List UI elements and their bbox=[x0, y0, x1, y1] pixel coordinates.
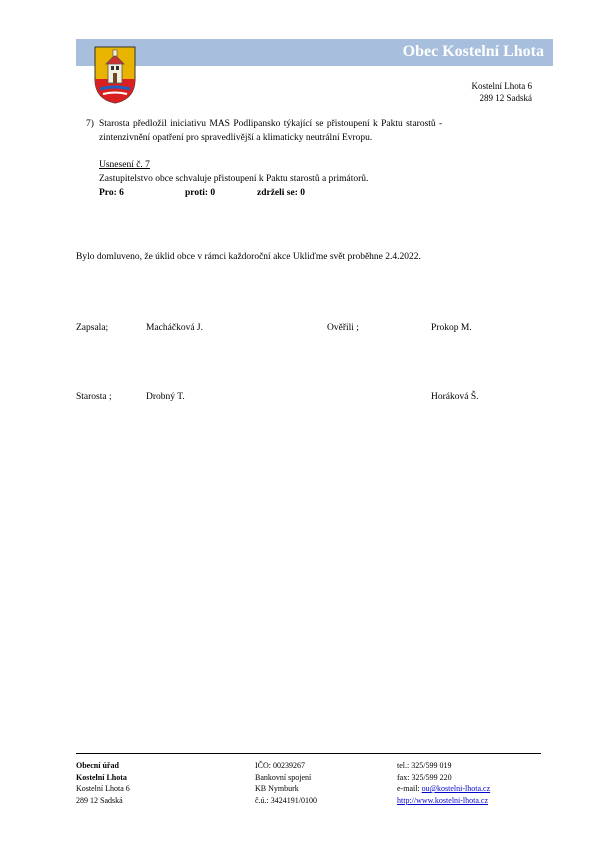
footer-office-line-3: Kostelní Lhota 6 bbox=[76, 784, 130, 793]
footer-web-link[interactable]: http://www.kostelni-lhota.cz bbox=[397, 795, 489, 805]
footer-contact bbox=[397, 760, 490, 806]
footer-ico: IČO: 00239267 bbox=[255, 761, 305, 770]
footer-email-link[interactable]: ou@kostelni-lhota.cz bbox=[421, 784, 491, 793]
resolution-label: Usnesení č. 7 bbox=[99, 160, 150, 170]
item-text-line-2: zintenzivnění opatření pro spravedlivější a klimaticky neutrální Evropu. bbox=[99, 133, 373, 143]
verified-by-name: Prokop M. bbox=[431, 323, 472, 333]
footer-phone: tel.: 325/599 019 bbox=[397, 761, 452, 770]
footer-fax: fax: 325/599 220 bbox=[397, 772, 452, 782]
footer-office-line-2: Kostelní Lhota bbox=[76, 772, 127, 782]
footer-divider bbox=[76, 753, 541, 754]
cleanup-note: Bylo domluveno, že úklid obce v rámci každoroční akce Ukliďme svět proběhne 2.4.2022. bbox=[76, 252, 421, 262]
municipality-title: Obec Kostelní Lhota bbox=[402, 43, 544, 60]
verified-by-label: Ověřili ; bbox=[327, 323, 359, 333]
coat-of-arms-icon bbox=[93, 45, 137, 105]
footer-email-label: e-mail: bbox=[397, 784, 422, 793]
footer-office-line-1: Obecní úřad bbox=[76, 761, 119, 770]
footer-office bbox=[76, 760, 130, 806]
header-address bbox=[472, 80, 533, 104]
recorded-by-name: Macháčková J. bbox=[146, 323, 203, 333]
address-line-1: Kostelní Lhota 6 bbox=[471, 81, 532, 91]
footer-bank-line-1: Bankovní spojení bbox=[255, 772, 312, 782]
vote-against: proti: 0 bbox=[185, 188, 216, 198]
vote-for: Pro: 6 bbox=[99, 188, 124, 198]
header-bar bbox=[76, 39, 553, 66]
item-number: 7) bbox=[86, 119, 94, 129]
recorded-by-label: Zapsala; bbox=[76, 323, 109, 333]
address-line-2: 289 12 Sadská bbox=[479, 93, 532, 103]
mayor-name: Drobný T. bbox=[146, 392, 185, 402]
vote-abstain: zdrželi se: 0 bbox=[257, 188, 306, 198]
footer-bank-line-2: KB Nymburk bbox=[255, 784, 299, 793]
second-verifier-name: Horáková Š. bbox=[431, 392, 479, 402]
footer-office-line-4: 289 12 Sadská bbox=[76, 795, 123, 805]
footer-bank-line-3: č.ú.: 3424191/0100 bbox=[255, 795, 317, 805]
item-text-line-1: Starosta předložil iniciativu MAS Podlipansko týkající se přistoupení k Paktu starostů - bbox=[99, 119, 443, 129]
mayor-label: Starosta ; bbox=[76, 392, 112, 402]
resolution-text: Zastupitelstvo obce schvaluje přistoupení k Paktu starostů a primátorů. bbox=[99, 174, 369, 184]
footer-bank bbox=[255, 760, 317, 806]
footer-email-row bbox=[397, 783, 490, 795]
